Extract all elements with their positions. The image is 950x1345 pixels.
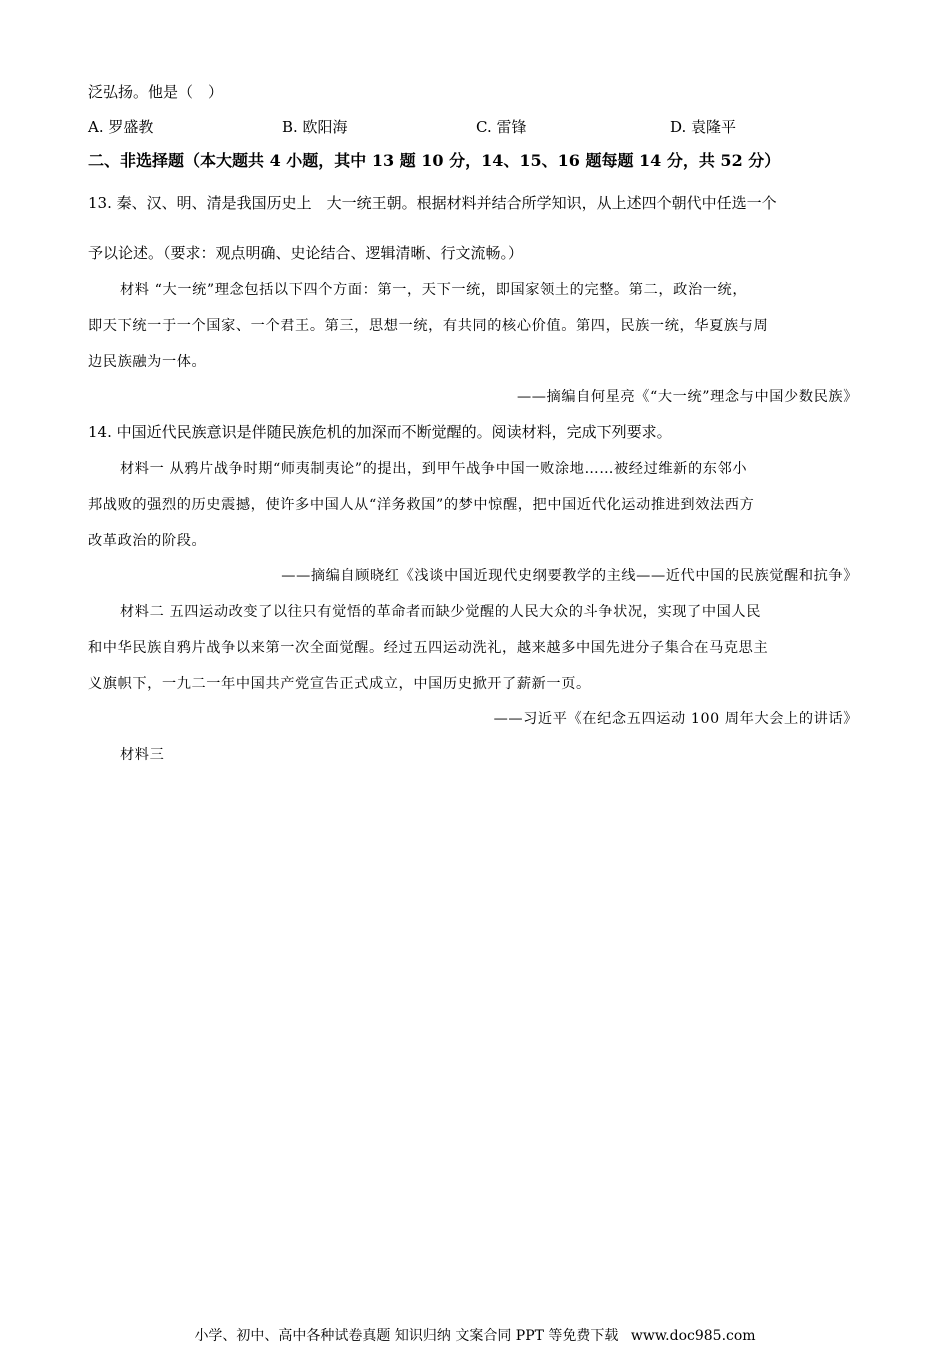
q14-material2-line: 材料二 五四运动改变了以往只有觉悟的革命者而缺少觉醒的人民大众的斗争状况，实现了中国人民 bbox=[120, 604, 761, 620]
q12-option-d: D. 袁隆平 bbox=[670, 118, 737, 136]
q12-stem-tail: 泛弘扬。他是（ ） bbox=[88, 83, 224, 101]
q12-option-b: B. 欧阳海 bbox=[282, 118, 348, 136]
q14-material2-line: 义旗帜下，一九二一年中国共产党宣告正式成立，中国历史掀开了薪新一页。 bbox=[88, 676, 591, 692]
q14-material1-line: 材料一 从鸦片战争时期“师夷制夷论”的提出，到甲午战争中国一败涂地……被经过维新的东邻小 bbox=[120, 461, 748, 477]
q13-material-line: 材料 “大一统”理念包括以下四个方面：第一，天下一统，即国家领土的完整。第二，政治一统， bbox=[120, 282, 748, 298]
q14-stem: 14. 中国近代民族意识是伴随民族危机的加深而不断觉醒的。阅读材料，完成下列要求。 bbox=[88, 423, 672, 441]
q12-option-a: A. 罗盛教 bbox=[88, 118, 154, 136]
q13-source: ——摘编自何星亮《“大一统”理念与中国少数民族》 bbox=[516, 389, 858, 405]
q14-source1: ——摘编自顾晓红《浅谈中国近现代史纲要教学的主线——近代中国的民族觉醒和抗争》 bbox=[281, 568, 858, 584]
q13-material-line: 边民族融为一体。 bbox=[88, 354, 207, 370]
q14-source2: ——习近平《在纪念五四运动 100 周年大会上的讲话》 bbox=[493, 711, 858, 727]
q14-material2-line: 和中华民族自鸦片战争以来第一次全面觉醒。经过五四运动洗礼，越来越多中国先进分子集合在马克思主 bbox=[88, 640, 769, 656]
q13-material-line: 即天下统一于一个国家、一个君王。第三，思想一统，有共同的核心价值。第四，民族一统，华夏族与周 bbox=[88, 318, 769, 334]
q14-material3-label: 材料三 bbox=[120, 747, 165, 763]
section-heading: 二、非选择题（本大题共 4 小题，其中 13 题 10 分，14、15、16 题每题 14 分，共 52 分） bbox=[88, 151, 781, 170]
q13-stem-line1: 13. 秦、汉、明、清是我国历史上 大一统王朝。根据材料并结合所学知识，从上述四个朝代中任选一个 bbox=[88, 194, 777, 212]
footer-url[interactable]: www.doc985.com bbox=[630, 1328, 756, 1344]
q14-material1-line: 邦战败的强烈的历史震撼，使许多中国人从“洋务救国”的梦中惊醒，把中国近代化运动推进到效法西方 bbox=[88, 497, 755, 513]
page-footer bbox=[0, 1325, 950, 1345]
footer-text: 小学、初中、高中各种试卷真题 知识归纳 文案合同 PPT 等免费下载 bbox=[194, 1328, 619, 1344]
q12-option-c: C. 雷锋 bbox=[476, 118, 527, 136]
q13-stem-line2: 予以论述。（要求：观点明确、史论结合、逻辑清晰、行文流畅。） bbox=[88, 244, 524, 262]
q14-material1-line: 改革政治的阶段。 bbox=[88, 533, 207, 549]
